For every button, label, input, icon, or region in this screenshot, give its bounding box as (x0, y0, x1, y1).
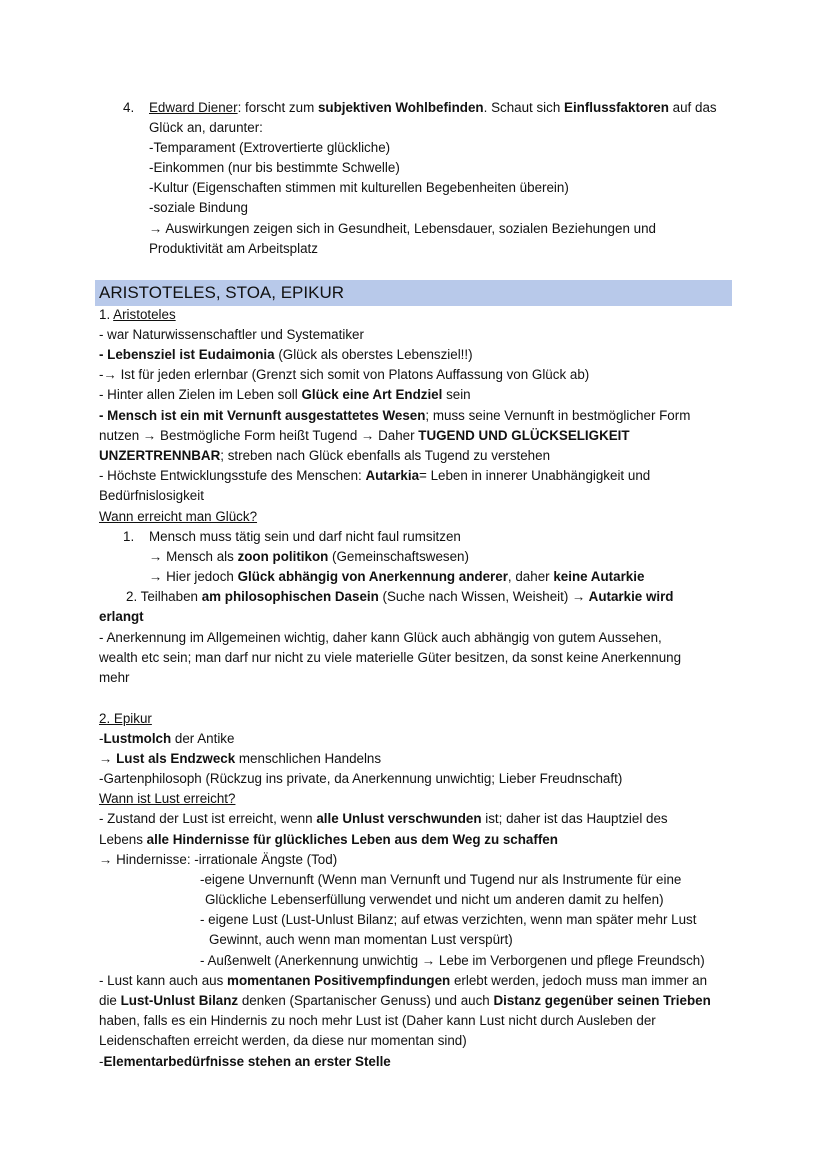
sub-list-item: → Mensch als zoon politikon (Gemeinschaftswesen) (149, 549, 469, 564)
diener-effects-line-2: Produktivität am Arbeitsplatz (149, 241, 318, 256)
epikur-line: -Lustmolch der Antike (99, 731, 235, 746)
epikur-title: 2. Epikur (99, 711, 152, 726)
epikur-hindernis: - eigene Lust (Lust-Unlust Bilanz; auf etwas verzichten, wenn man später mehr Lust (200, 912, 697, 927)
diener-name: Edward Diener (149, 100, 238, 115)
diener-factor-culture: -Kultur (Eigenschaften stimmen mit kulturellen Begebenheiten überein) (149, 180, 569, 195)
epikur-hindernisse: → Hindernisse: -irrationale Ängste (Tod) (99, 852, 338, 867)
aristoteles-title: 1. Aristoteles (99, 307, 176, 322)
epikur-line: → Lust als Endzweck menschlichen Handelns (99, 751, 382, 766)
aristoteles-line: - Hinter allen Zielen im Leben soll Glück eine Art Endziel sein (99, 387, 471, 402)
diener-factor-income: -Einkommen (nur bis bestimmte Schwelle) (149, 160, 400, 175)
sub-list-number: 1. (123, 529, 135, 544)
diener-line-1: Edward Diener: forscht zum subjektiven Wohlbefinden. Schaut sich Einflussfaktoren auf das (149, 100, 717, 115)
diener-factor-temperament: -Temparament (Extrovertierte glückliche) (149, 140, 391, 155)
epikur-line: die Lust-Unlust Bilanz denken (Spartanischer Genuss) und auch Distanz gegenüber seinen Trieben (99, 993, 711, 1008)
sub-list-item: Mensch muss tätig sein und darf nicht faul rumsitzen (149, 529, 461, 544)
sub-list-item: 2. Teilhaben am philosophischen Dasein (Suche nach Wissen, Weisheit) → Autarkie wird (126, 589, 674, 604)
aristoteles-line: - Mensch ist ein mit Vernunft ausgestattetes Wesen; muss seine Vernunft in bestmöglicher Form (99, 408, 691, 423)
aristoteles-line: - Höchste Entwicklungsstufe des Menschen: Autarkia= Leben in innerer Unabhängigkeit und (99, 468, 651, 483)
epikur-question: Wann ist Lust erreicht? (99, 791, 236, 806)
epikur-line: - Lust kann auch aus momentanen Positivempfindungen erlebt werden, jedoch muss man immer an (99, 973, 708, 988)
aristoteles-line: nutzen → Bestmögliche Form heißt Tugend → Daher TUGEND UND GLÜCKSELIGKEIT (99, 428, 630, 443)
epikur-line: -Gartenphilosoph (Rückzug ins private, da Anerkennung unwichtig; Lieber Freudnschaft) (99, 771, 623, 786)
aristoteles-question: Wann erreicht man Glück? (99, 509, 258, 524)
epikur-hindernis: - Außenwelt (Anerkennung unwichtig → Lebe im Verborgenen und pflege Freundsch) (200, 953, 705, 968)
aristoteles-line: Bedürfnislosigkeit (99, 488, 204, 503)
list-number: 4. (123, 100, 135, 115)
diener-effects-line-1: → Auswirkungen zeigen sich in Gesundheit, Lebensdauer, sozialen Beziehungen und (149, 221, 656, 236)
section-heading: ARISTOTELES, STOA, EPIKUR (99, 283, 344, 302)
aristoteles-paragraph: wealth etc sein; man darf nur nicht zu viele materielle Güter besitzen, da sonst keine Anerkennung (99, 650, 682, 665)
aristoteles-line: - Lebensziel ist Eudaimonia (Glück als oberstes Lebensziel!!) (99, 347, 473, 362)
diener-line-2: Glück an, darunter: (149, 120, 263, 135)
aristoteles-paragraph: - Anerkennung im Allgemeinen wichtig, daher kann Glück auch abhängig von gutem Aussehen, (99, 630, 662, 645)
epikur-line: - Zustand der Lust ist erreicht, wenn alle Unlust verschwunden ist; daher ist das Hauptziel des (99, 811, 668, 826)
aristoteles-line: -→ Ist für jeden erlernbar (Grenzt sich somit von Platons Auffassung von Glück ab) (99, 367, 590, 382)
sub-list-item: → Hier jedoch Glück abhängig von Anerkennung anderer, daher keine Autarkie (149, 569, 645, 584)
sub-list-item: erlangt (99, 609, 144, 624)
aristoteles-line: UNZERTRENNBAR; streben nach Glück ebenfalls als Tugend zu verstehen (99, 448, 551, 463)
epikur-line: -Elementarbedürfnisse stehen an erster Stelle (99, 1054, 391, 1069)
diener-factor-social: -soziale Bindung (149, 200, 249, 215)
aristoteles-line: - war Naturwissenschaftler und Systematiker (99, 327, 364, 342)
epikur-line: Lebens alle Hindernisse für glückliches Leben aus dem Weg zu schaffen (99, 832, 558, 847)
epikur-line: haben, falls es ein Hindernis zu noch mehr Lust ist (Daher kann Lust nicht durch Ausleben der (99, 1013, 656, 1028)
epikur-line: Leidenschaften erreicht werden, da diese nur momentan sind) (99, 1033, 467, 1048)
aristoteles-paragraph: mehr (99, 670, 130, 685)
epikur-hindernis: Gewinnt, auch wenn man momentan Lust verspürt) (209, 932, 513, 947)
epikur-hindernis: -eigene Unvernunft (Wenn man Vernunft und Tugend nur als Instrumente für eine (200, 872, 682, 887)
epikur-hindernis: Glückliche Lebenserfüllung verwendet und nicht um anderen damit zu helfen) (205, 892, 664, 907)
